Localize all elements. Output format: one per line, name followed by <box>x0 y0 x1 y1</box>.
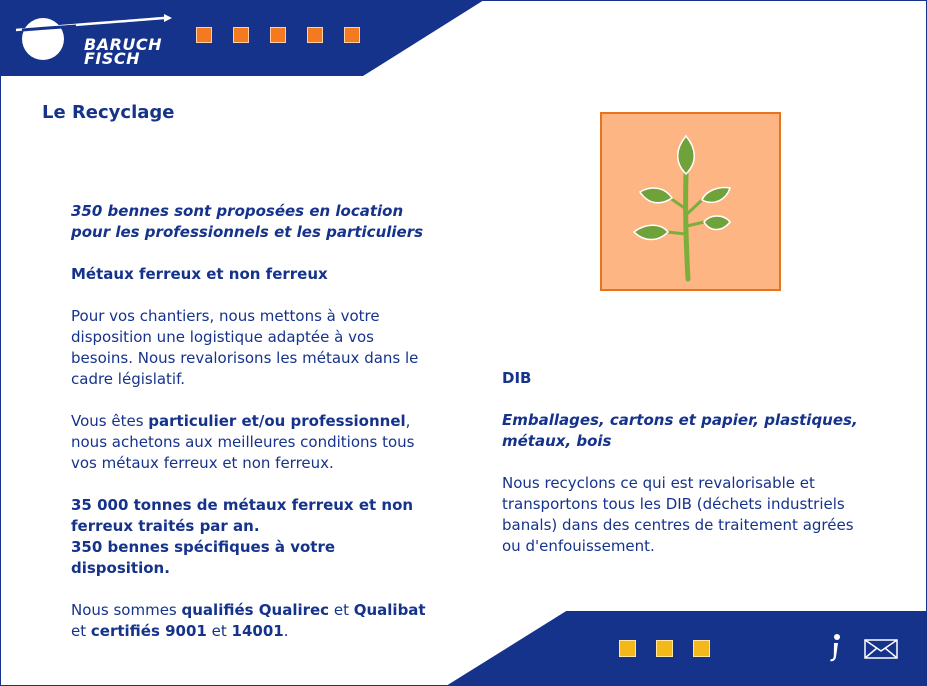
logo-text <box>84 35 163 68</box>
dib-para-line-4: ou d'enfouissement. <box>502 537 655 555</box>
stats-line-2: ferreux traités par an. <box>71 517 260 535</box>
qualifications-paragraph <box>71 600 451 642</box>
stats-line-1: 35 000 tonnes de métaux ferreux et non <box>71 496 414 514</box>
intro-line-1: 350 bennes sont proposées en location <box>71 202 404 220</box>
logistics-paragraph <box>71 306 451 390</box>
intro-text <box>71 201 451 243</box>
para2-line-3: vos métaux ferreux et non ferreux. <box>71 454 334 472</box>
nav-square-1[interactable] <box>196 27 212 43</box>
nav-square-3[interactable] <box>270 27 286 43</box>
qual-prefix: Nous sommes <box>71 601 182 619</box>
nav-square-5[interactable] <box>344 27 360 43</box>
logo-line-1: BARUCH <box>84 35 163 54</box>
stats-line-3: 350 bennes spécifiques à votre <box>71 538 336 556</box>
dib-para-line-2: transportons tous les DIB (déchets industriels <box>502 495 845 513</box>
nav-square-4[interactable] <box>307 27 323 43</box>
left-column <box>71 201 451 663</box>
logo[interactable] <box>14 14 172 68</box>
para1-line-4: cadre législatif. <box>71 370 186 388</box>
para2-line-2: nous achetons aux meilleures conditions tous <box>71 433 415 451</box>
stats-paragraph <box>71 495 451 579</box>
dib-subheading <box>502 410 882 452</box>
nav-square-2[interactable] <box>233 27 249 43</box>
dib-para-line-3: banals) dans des centres de traitement agrées <box>502 516 854 534</box>
qual-end: . <box>283 622 289 640</box>
para1-line-3: besoins. Nous revalorisons les métaux dans le <box>71 349 419 367</box>
dib-heading: DIB <box>502 369 532 387</box>
dib-sub-line-2: métaux, bois <box>502 432 612 450</box>
page-title: Le Recyclage <box>42 102 175 123</box>
plant-icon <box>602 114 779 289</box>
para2-prefix: Vous êtes <box>71 412 149 430</box>
right-column <box>502 368 882 578</box>
section-heading: Métaux ferreux et non ferreux <box>71 265 328 283</box>
qual-qualirec: qualifiés Qualirec <box>181 601 330 619</box>
plant-illustration <box>600 112 781 291</box>
qual-and-1: et <box>329 601 354 619</box>
qual-cert-9001: certifiés 9001 <box>90 622 207 640</box>
para1-line-2: disposition une logistique adaptée à vos <box>71 328 374 346</box>
dib-sub-line-1: Emballages, cartons et papier, plastiques, <box>502 411 858 429</box>
footer-square-2[interactable] <box>656 640 673 657</box>
intro-line-2: pour les professionnels et les particuliers <box>71 223 424 241</box>
footer-square-3[interactable] <box>693 640 710 657</box>
qual-line2-prefix: et <box>71 622 91 640</box>
mail-icon[interactable] <box>864 639 898 659</box>
stats-line-4: disposition. <box>71 559 170 577</box>
qual-and-2: et <box>206 622 232 640</box>
buyer-paragraph <box>71 411 451 474</box>
para2-comma: , <box>405 412 411 430</box>
qual-qualibat: Qualibat <box>353 601 426 619</box>
para2-bold: particulier et/ou professionnel <box>148 412 406 430</box>
dib-paragraph <box>502 473 882 557</box>
para1-line-1: Pour vos chantiers, nous mettons à votre <box>71 307 380 325</box>
logo-line-2: FISCH <box>84 49 141 68</box>
qual-cert-14001: 14001 <box>231 622 284 640</box>
info-icon[interactable] <box>825 633 845 663</box>
dib-para-line-1: Nous recyclons ce qui est revalorisable et <box>502 474 815 492</box>
footer-square-1[interactable] <box>619 640 636 657</box>
